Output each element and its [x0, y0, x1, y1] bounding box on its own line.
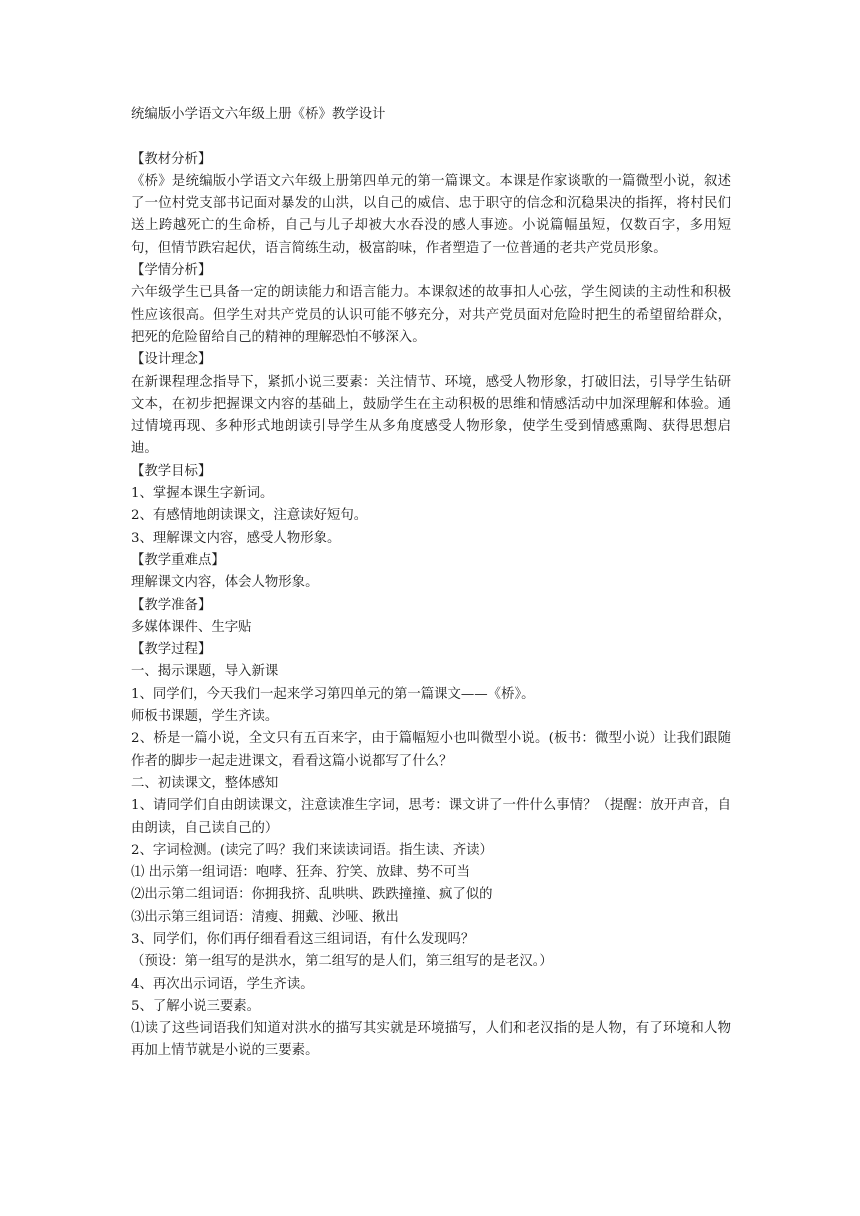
paragraph: 《桥》是统编版小学语文六年级上册第四单元的第一篇课文。本课是作家谈歌的一篇微型小说，叙述了一位村党支部书记面对暴发的山洪，以自己的威信、忠于职守的信念和沉稳果决的指挥，将村民们送上跨越死亡的生命桥，自己与儿子却被大水吞没的感人事迹。小说篇幅虽短，仅数百字，多用短句，但情节跌宕起伏，语言简练生动，极富韵味，作者塑造了一位普通的老共产党员形象。	[131, 173, 731, 256]
paragraph: 师板书课题，学生齐读。	[131, 709, 279, 725]
step-heading: 一、揭示课题，导入新课	[131, 664, 279, 680]
paragraph: 1、同学们，今天我们一起来学习第四单元的第一篇课文——《桥》。	[131, 686, 535, 702]
paragraph: 2、桥是一篇小说，全文只有五百来字，由于篇幅短小也叫微型小说。(板书：微型小说）让我们跟随作者的脚步一起走进课文，看看这篇小说都写了什么？	[131, 731, 731, 769]
section-heading: 【教学过程】	[131, 642, 212, 658]
section-heading: 【教材分析】	[131, 151, 212, 167]
section-heading: 【教学目标】	[131, 463, 212, 479]
list-item: ⑵出示第二组词语：你拥我挤、乱哄哄、跌跌撞撞、疯了似的	[131, 887, 493, 903]
section-textbook-analysis	[131, 149, 731, 260]
section-heading: 【教学重难点】	[131, 552, 225, 568]
paragraph: 4、再次出示词语，学生齐读。	[131, 976, 314, 992]
document-page	[131, 104, 731, 1063]
section-heading: 【学情分析】	[131, 263, 212, 279]
paragraph: 5、了解小说三要素。	[131, 998, 261, 1014]
section-student-analysis	[131, 260, 731, 349]
section-preparation	[131, 595, 731, 640]
list-item: 1、掌握本课生字新词。	[131, 486, 274, 502]
step-heading: 二、初读课文，整体感知	[131, 775, 279, 791]
section-teaching-process	[131, 639, 731, 1063]
paragraph: （预设：第一组写的是洪水，第二组写的是人们，第三组写的是老汉。）	[131, 954, 553, 970]
section-design-concept	[131, 349, 731, 460]
paragraph: 多媒体课件、生字贴	[131, 619, 252, 635]
paragraph: 理解课文内容，体会人物形象。	[131, 575, 319, 591]
section-key-difficulties	[131, 550, 731, 595]
section-heading: 【设计理念】	[131, 352, 212, 368]
paragraph: 1、请同学们自由朗读课文，注意读准生字词，思考：课文讲了一件什么事情？（提醒：放开声音，自由朗读，自己读自己的）	[131, 798, 731, 836]
paragraph: ⑴读了这些词语我们知道对洪水的描写其实就是环境描写，人们和老汉指的是人物，有了环境和人物再加上情节就是小说的三要素。	[131, 1021, 731, 1059]
list-item: 2、有感情地朗读课文，注意读好短句。	[131, 508, 368, 524]
section-teaching-goals	[131, 461, 731, 550]
document-title: 统编版小学语文六年级上册《桥》教学设计	[131, 107, 386, 122]
list-item: 3、理解课文内容，感受人物形象。	[131, 530, 341, 546]
paragraph: 2、字词检测。(读完了吗？我们来读读词语。指生读、齐读）	[131, 842, 493, 858]
paragraph: 六年级学生已具备一定的朗读能力和语言能力。本课叙述的故事扣人心弦，学生阅读的主动性和积极性应该很高。但学生对共产党员的认识可能不够充分，对共产党员面对危险时把生的希望留给群众，把死的危险留给自己的精神的理解恐怕不够深入。	[131, 285, 731, 345]
list-item: ⑶出示第三组词语：清瘦、拥戴、沙哑、揪出	[131, 909, 399, 925]
paragraph: 在新课程理念指导下，紧抓小说三要素：关注情节、环境，感受人物形象，打破旧法，引导学生钻研文本，在初步把握课文内容的基础上，鼓励学生在主动积极的思维和情感活动中加深理解和体验。通过情境再现、多种形式地朗读引导学生从多角度感受人物形象，使学生受到情感熏陶、获得思想启迪。	[131, 374, 731, 457]
list-item: ⑴ 出示第一组词语：咆哮、狂奔、狞笑、放肆、势不可当	[131, 865, 471, 881]
paragraph: 3、同学们，你们再仔细看看这三组词语，有什么发现吗？	[131, 931, 475, 947]
section-heading: 【教学准备】	[131, 597, 212, 613]
